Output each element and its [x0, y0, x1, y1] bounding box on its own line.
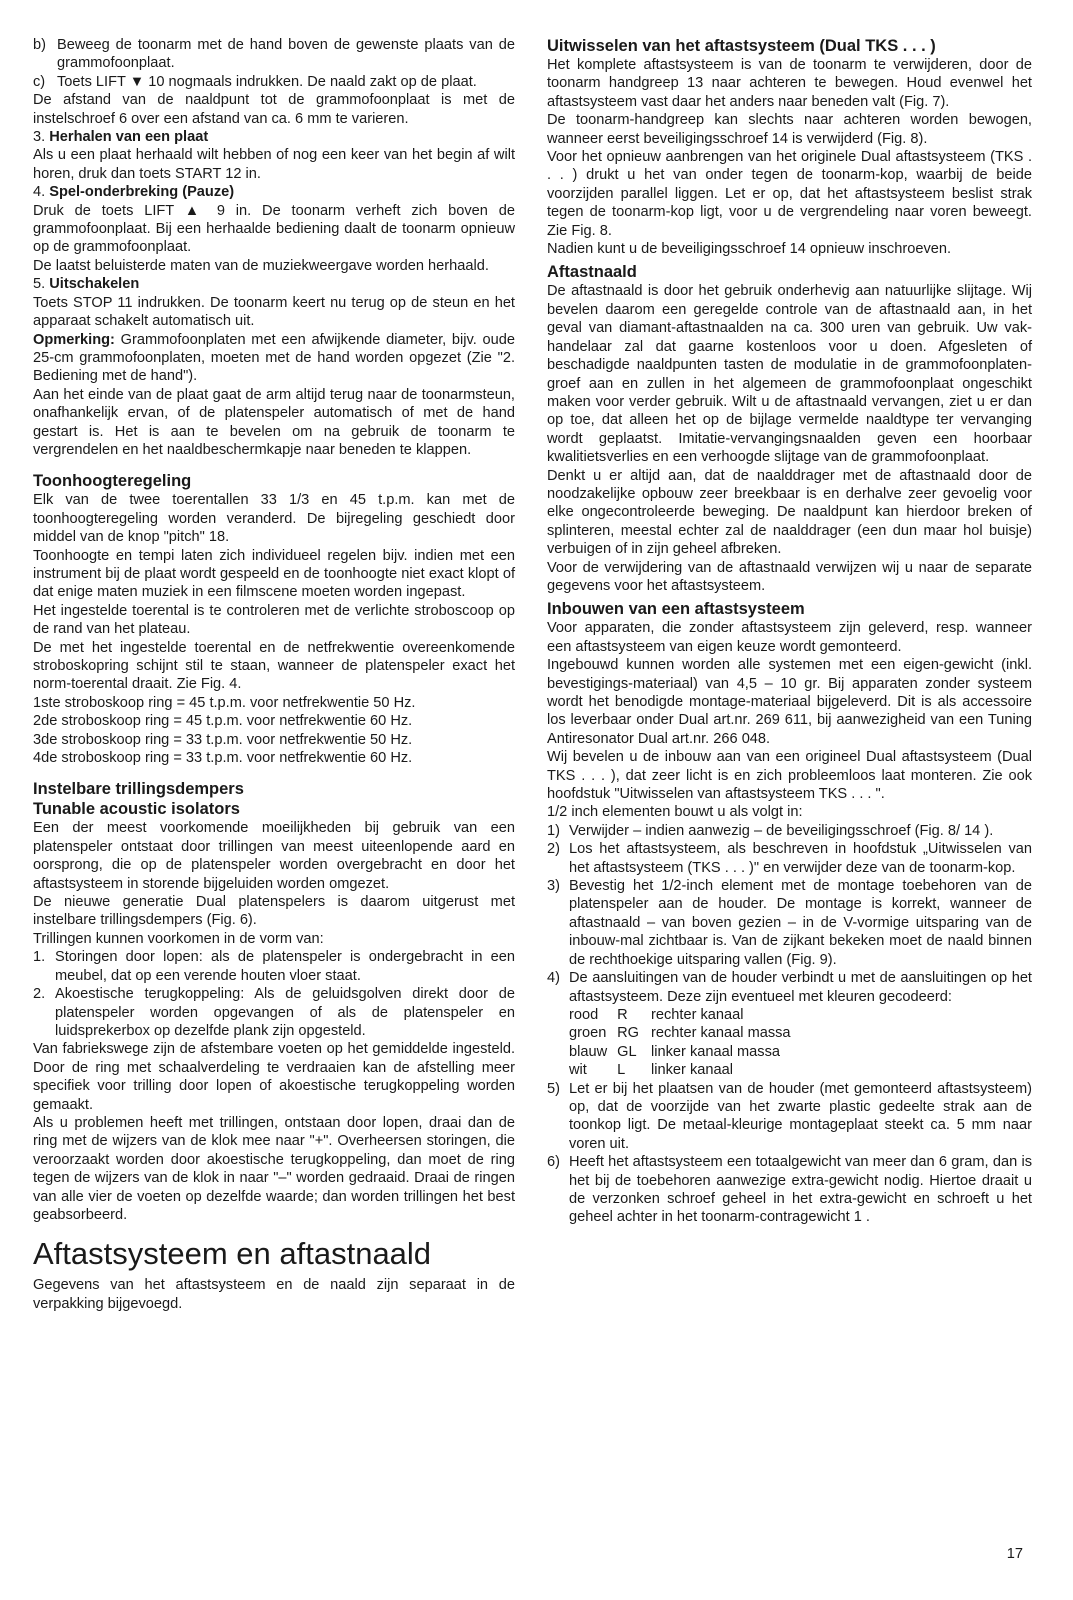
install-p4: 1/2 inch elementen bouwt u als volgt in: [547, 804, 803, 821]
item-b-text: Beweeg de toonarm met de hand boven de gewenste plaats van de grammofoonplaat. [57, 37, 515, 72]
install-p1: Voor apparaten, die zonder aftastsysteem zijn geleverd, resp. wanneer een aftastsysteem van eigen keuze wordt gemonteerd. [547, 620, 1032, 655]
right-column [547, 36, 1032, 1227]
table-row: blauw GL linker kanaal massa [569, 1043, 781, 1060]
list-item-1: 1. Storingen door lopen: als de platenspeler is ondergebracht in een meubel, dat op een verende houten vloer staat. [33, 949, 515, 984]
note-paragraph-2: Aan het einde van de plaat gaat de arm altijd terug naar de toonarmsteun, onafhankelijk ervan, of de platenspeler automatisch of met de hand gestart is. Het is aan te bevelen om na gebruik de toonarm te vergrendelen en het naaldbeschermkapje naar beneden te klappen. [33, 386, 515, 458]
step-1: 1) Verwijder – indien aanwezig – de beveiligingsschroef (Fig. 8/ 14 ). [547, 822, 994, 839]
install-p2: Ingebouwd kunnen worden alle systemen met een eigen-gewicht (inkl. bevestigings-materiaal) van 4,5 – 10 gr. Bij apparaten zonder systeem wordt het benodigde montage-materiaal bijgeleverd. Dit is als accessoire los leverbaar onder Dual art.nr. 269 611, bij aanwezigheid van een Tuning Antiresonator Dual art.nr. 266 048. [547, 657, 1032, 747]
item-c-text: Toets LIFT ▼ 10 nogmaals indrukken. De naald zakt op de plaat. [57, 73, 477, 90]
color-code-table [569, 1006, 801, 1080]
note-paragraph: Opmerking: Grammofoonplaten met een afwijkende diameter, bijv. oude 25-cm grammofoonplaten, moeten met de hand worden opgezet (Zie "2. Bediening met de hand"). [33, 331, 515, 385]
paragraph-needle-distance: De afstand van de naaldpunt tot de grammofoonplaat is met de instelschroef 6 over een afstand van ca. 6 mm te varieren. [33, 92, 515, 127]
stylus-heading: Aftastnaald [547, 263, 637, 282]
pitch-p2: Toonhoogte en tempi laten zich individueel regelen bijv. indien met een instrument bij de plaat wordt gespeeld en de toonhoogte niet exact klopt of dat enige maten muziek in een filmscene moeten worden ingepast. [33, 547, 515, 601]
exchange-p3: Voor het opnieuw aanbrengen van het originele Dual aftastsysteem (TKS . . . ) drukt u het van onder tegen de toonarm-kop, waarbij de beide voorzijden parallel liggen. Let er op, dat het aftastsysteem beslist strak tegen de toonarm-kop ligt, voor u de vergrendeling naar voren beweegt. Zie Fig. 8. [547, 149, 1032, 239]
isolators-p2: De nieuwe generatie Dual platenspelers is daarom uitgerust met instelbare trillingsdempers (Fig. 6). [33, 894, 515, 929]
pitch-p4: De met het ingestelde toerental en de netfrekwentie overeenkomende stroboskopring schijnt stil te staan, wanneer de platenspeler exact het norm-toerental draait. Zie Fig. 4. [33, 639, 515, 693]
section-3-text: Als u een plaat herhaald wilt hebben of nog een keer van het begin af wilt horen, druk dan toets START 12 in. [33, 147, 515, 182]
section-3-heading: 3. Herhalen van een plaat [33, 129, 209, 146]
section-5-text: Toets STOP 11 indrukken. De toonarm keert nu terug op de steun en het apparaat schakelt automatisch uit. [33, 294, 515, 330]
list-item-b: b) Beweeg de toonarm met de hand boven de gewenste plaats van de grammofoonplaat. [33, 37, 515, 72]
isolators-heading-en: Tunable acoustic isolators [33, 800, 240, 819]
exchange-p2: De toonarm-handgreep kan slechts naar achteren worden bewogen, wanneer eerst beveiligingsschroef 14 is verwijderd (Fig. 8). [547, 112, 1032, 147]
pitch-control-heading: Toonhoogteregeling [33, 472, 192, 491]
install-heading: Inbouwen van een aftastsysteem [547, 600, 805, 619]
step-3: 3) Bevestig het 1/2-inch element met de montage toebehoren van de platenspeler aan de houder. De montage is korrekt, wanneer de aftastnaald – van boven gezien – in de V-vormige uitsparing van de inbouw-mal zichtbaar is. Van de zijkant bekeken moet de naald binnen de rechthoekige uitsparing vallen (Fig. 9). [547, 878, 1032, 968]
isolators-p3: Trillingen kunnen voorkomen in de vorm van: [33, 930, 324, 947]
isolators-p5: Als u problemen heeft met trillingen, ontstaan door lopen, draai dan de ring met de wijzers van de klok mee naar "+". Overheersen storingen, die veroorzaakt worden door akoestische terugkoppeling, dan moet de ring tegen de wijzers van de klok in naar "–" worden gedraaid. Draai de ringen van alle vier de voeten op dezelfde waarde; dan worden trillingen het best geabsorbeerd. [33, 1114, 515, 1223]
main-section-heading: Aftastsysteem en aftastnaald [33, 1236, 432, 1272]
list-item-2: 2. Akoestische terugkoppeling: Als de geluidsgolven direkt door de platenspeler worden opgevangen of als de platenspeler en luidsprekerbox op dezelfde plank zijn opgesteld. [33, 986, 515, 1039]
strobe-ring-2: 2de stroboskoop ring = 45 t.p.m. voor netfrekwentie 60 Hz. [33, 713, 413, 730]
left-column [33, 36, 515, 1313]
install-p3: Wij bevelen u de inbouw aan van een origineel Dual aftastsysteem (Dual TKS . . . ), dat zeer licht is en zich probleemloos laat monteren. Zie ook hoofdstuk "Uitwisselen van aftastsysteem TKS . . . ". [547, 749, 1032, 803]
exchange-p1: Het komplete aftastsysteem is van de toonarm te verwijderen, door de toonarm handgreep 13 naar achteren te bewegen. Houd evenwel het aftastsysteem vast daar het anders naar beneden valt (Fig. 7). [547, 57, 1032, 110]
strobe-ring-3: 3de stroboskoop ring = 33 t.p.m. voor netfrekwentie 50 Hz. [33, 731, 413, 748]
strobe-ring-1: 1ste stroboskoop ring = 45 t.p.m. voor netfrekwentie 50 Hz. [33, 694, 416, 711]
exchange-heading: Uitwisselen van het aftastsysteem (Dual TKS . . . ) [547, 37, 936, 55]
section-4-heading: 4. Spel-onderbreking (Pauze) [33, 184, 235, 201]
stylus-p1: De aftastnaald is door het gebruik onderhevig aan natuurlijke slijtage. Wij bevelen daarom een geregelde controle van de aftastnaald aan, in het geval van diamant-aftastnaalden na ca. 300 uren van gebruik. Uw vak-handelaar zal dat gaarne kostenloos voor u doen. Afgesleten of beschadigde naaldpunten tasten de modulatie in de grammofoonplaten-groef aan en zullen in het algemeen de grammofoonplaat ongeschikt maken voor verder gebruik. Wilt u de aftastnaald vervangen, ziet u er dan op toe, dat alleen het op de bijlage vermelde naaldtype ter vervanging wordt geplaatst. Imitatie-vervangingsnaalden geven een hoorbaar kwalitietsverlies en een verhoogde slijtage van de grammofoonplaat. [547, 283, 1032, 466]
strobe-ring-4: 4de stroboskoop ring = 33 t.p.m. voor netfrekwentie 60 Hz. [33, 750, 413, 767]
pitch-p3: Het ingestelde toerental is te controleren met de verlichte stroboscoop op de rand van het plateau. [33, 602, 515, 638]
isolators-p4: Van fabriekswege zijn de afstembare voeten op het gemiddelde ingesteld. Door de ring met schaalverdeling te verdraaien kan de afstelling meer specifiek voor trilling door lopen of akoestische terugkoppeling worden gemaakt. [33, 1041, 515, 1113]
main-section-intro: Gegevens van het aftastsysteem en de naald zijn separaat in de verpakking bijgevoegd. [33, 1277, 515, 1312]
exchange-p4: Nadien kunt u de beveiligingsschroef 14 opnieuw inschroeven. [547, 241, 952, 258]
isolators-heading-nl: Instelbare trillingsdempers [33, 780, 244, 799]
step-5: 5) Let er bij het plaatsen van de houder (met gemonteerd aftastsysteem) op, dat de voorzijde van het zwarte plastic gedeelte strak aan de toonkop ligt. De metaal-kleurige montageplaat steekt ca. 5 mm naar voren uit. [547, 1080, 1032, 1152]
step-4: 4) De aansluitingen van de houder verbindt u met de aansluitingen op het aftastsysteem. Deze zijn eventueel met kleuren gecodeerd: [547, 970, 1032, 1005]
stylus-p2: Denkt u er altijd aan, dat de naalddrager met de aftastnaald door de noodzakelijke opbouw zeer breekbaar is en derhalve zeer gevoelig voor elke ongecontroleerde beweging. De naaldpunt kan hierdoor breken of splinteren, meestal echter zal de naalddrager (een dun maar hol buisje) verbuigen of in zijn geheel afbreken. [547, 467, 1032, 558]
page-number: 17 [1006, 1546, 1023, 1562]
section-5-heading: 5. Uitschakelen [33, 276, 140, 293]
step-6: 6) Heeft het aftastsysteem een totaalgewicht van meer dan 6 gram, dan is het bij de toebehoren aanwezige extra-gewicht nodig. Hiertoe draait u de verzonken schroef geheel in het extra-gewicht en schroeft u het geheel achter in het toonarm-contragewicht 1 . [547, 1154, 1032, 1226]
isolators-p1: Een der meest voorkomende moeilijkheden bij gebruik van een platenspeler ontstaat door trillingen van meest uiteenlopende aard en oorsprong, die op de platenspeler worden overgebracht en door het aftastsysteem in storende bijgeluiden worden omgezet. [33, 820, 515, 892]
step-2: 2) Los het aftastsysteem, als beschreven in hoofdstuk „Uitwisselen van het aftastsysteem (TKS . . . )" en verwijder deze van de toonarm-kop. [547, 841, 1032, 876]
stylus-p3: Voor de verwijdering van de aftastnaald verwijzen wij u naar de separate gegevens voor het aftastsysteem. [547, 559, 1032, 594]
pitch-p1: Elk van de twee toerentallen 33 1/3 en 45 t.p.m. kan met de toonhoogteregeling worden veranderd. De bijregeling geschiedt door middel van de knop "pitch" 18. [33, 492, 515, 546]
section-4-text-2: De laatst beluisterde maten van de muziekweergave worden herhaald. [33, 257, 489, 274]
list-item-c: c) Toets LIFT ▼ 10 nogmaals indrukken. De naald zakt op de plaat. [33, 73, 515, 91]
section-4-text: Druk de toets LIFT ▲ 9 in. De toonarm verheft zich boven de grammofoonplaat. Bij een herhaalde bediening daalt de toonarm opnieuw op de grammofoonplaat. [33, 202, 515, 256]
table-row: wit L linker kanaal [569, 1062, 733, 1079]
table-row: groen RG rechter kanaal massa [569, 1025, 791, 1042]
table-row: rood R rechter kanaal [569, 1006, 744, 1023]
